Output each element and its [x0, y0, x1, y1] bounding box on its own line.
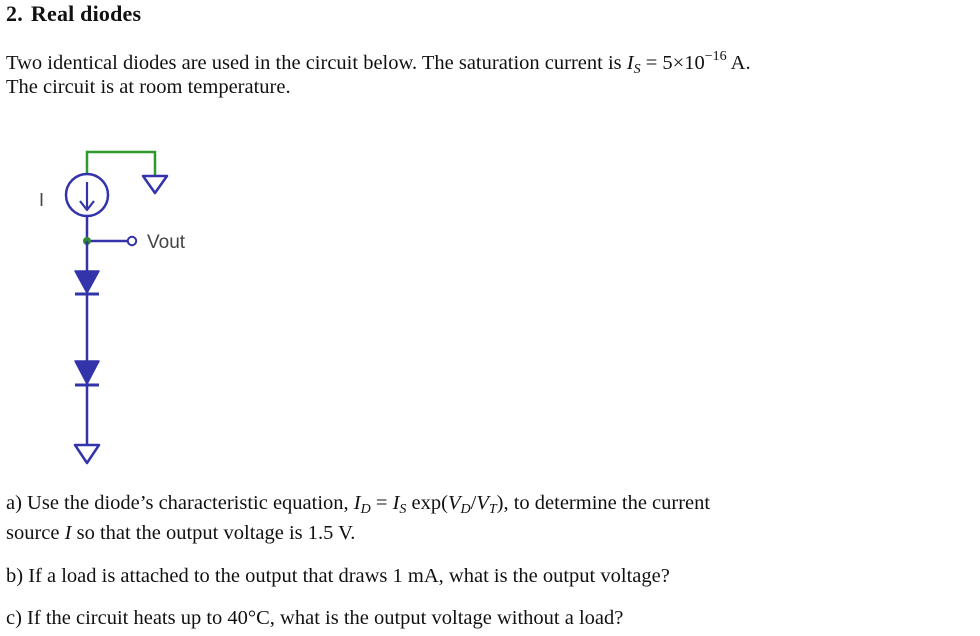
circuit-diagram — [0, 0, 300, 480]
intro-line-2: The circuit is at room temperature. — [6, 76, 291, 98]
vt-subscript: T — [488, 502, 497, 517]
is-unit: A. — [726, 52, 751, 74]
qa-equals: = — [370, 492, 393, 514]
qa-line2-symbol: I — [64, 522, 72, 544]
vd-subscript: D — [460, 502, 471, 517]
top-ground-wire — [87, 152, 155, 175]
vd-symbol: V — [447, 492, 461, 514]
vout-label: Vout — [147, 232, 186, 253]
is-symbol: I — [626, 52, 634, 74]
qa-line2-suffix: so that the output voltage is 1.5 V. — [71, 522, 356, 544]
question-a-line-2 — [6, 518, 355, 548]
is-subscript: S — [633, 62, 641, 77]
source-label: I — [39, 190, 45, 210]
qa-line2-prefix: source — [6, 522, 65, 544]
section-number: 2. — [6, 1, 23, 26]
id-symbol: I — [353, 492, 361, 514]
question-c: c) If the circuit heats up to 40°C, what is the output voltage without a load? — [6, 607, 624, 629]
ground-icon-top — [143, 176, 167, 193]
diode-2-icon — [75, 361, 99, 384]
qa-close: ), to determine the current — [496, 492, 711, 514]
qa-exp: exp( — [406, 492, 448, 514]
qa-is-symbol: I — [392, 492, 400, 514]
qa-is-subscript: S — [399, 502, 407, 517]
id-subscript: D — [360, 502, 371, 517]
diode-1-icon — [75, 271, 99, 293]
ground-icon-bottom — [75, 445, 99, 463]
qa-slash: / — [470, 492, 477, 514]
qa-prefix: a) Use the diode’s characteristic equation, — [6, 492, 354, 514]
is-value: = 5×10 — [640, 52, 705, 74]
intro-text: Two identical diodes are used in the circuit below. The saturation current is — [6, 52, 627, 74]
question-b: b) If a load is attached to the output that draws 1 mA, what is the output voltage? — [6, 565, 670, 587]
vt-symbol: V — [476, 492, 489, 514]
vout-terminal-icon — [128, 237, 136, 245]
section-title: Real diodes — [30, 1, 142, 26]
is-exponent: −16 — [704, 49, 727, 64]
